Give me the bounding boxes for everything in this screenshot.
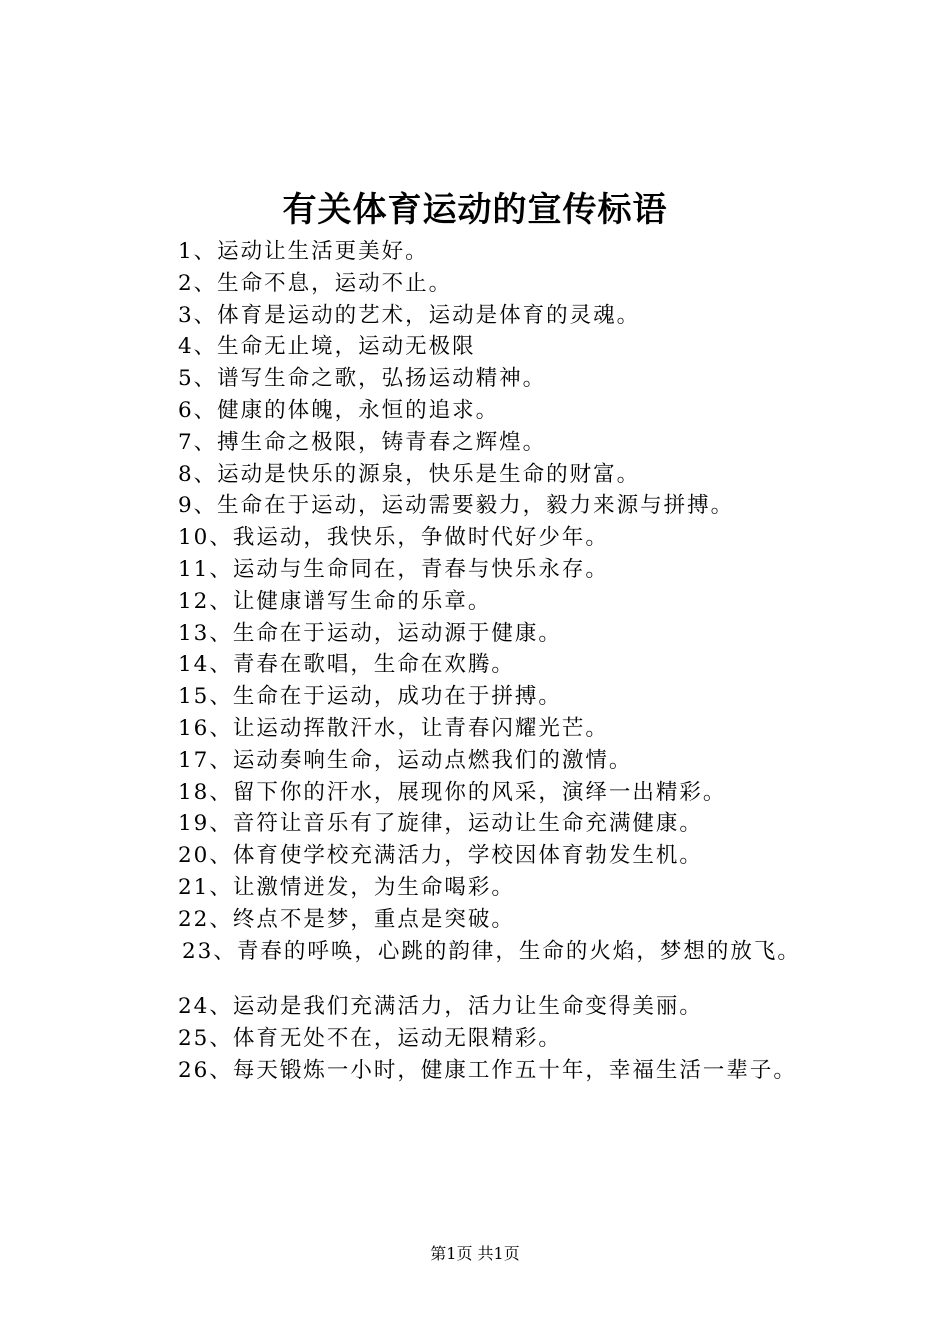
list-item: 13、生命在于运动，运动源于健康。 (178, 620, 562, 646)
list-item: 14、青春在歌唱，生命在欢腾。 (178, 652, 515, 678)
list-item: 2、生命不息，运动不止。 (178, 270, 453, 296)
page-footer: 第1页 共1页 (430, 1244, 520, 1263)
list-item: 19、音符让音乐有了旋律，运动让生命充满健康。 (178, 811, 703, 837)
page-title: 有关体育运动的宣传标语 (282, 190, 668, 230)
list-item: 8、运动是快乐的源泉，快乐是生命的财富。 (178, 461, 641, 487)
list-item: 21、让激情迸发，为生命喝彩。 (178, 874, 515, 900)
list-item: 3、体育是运动的艺术，运动是体育的灵魂。 (178, 302, 641, 328)
list-item: 24、运动是我们充满活力，活力让生命变得美丽。 (178, 994, 703, 1020)
list-item: 15、生命在于运动，成功在于拼搏。 (178, 684, 562, 710)
list-item: 9、生命在于运动，运动需要毅力，毅力来源与拼搏。 (178, 493, 735, 519)
list-item: 18、留下你的汗水，展现你的风采，演绎一出精彩。 (178, 779, 727, 805)
list-item: 7、搏生命之极限，铸青春之辉煌。 (178, 429, 547, 455)
list-item: 10、我运动，我快乐，争做时代好少年。 (178, 525, 609, 551)
list-item: 5、谱写生命之歌，弘扬运动精神。 (178, 366, 547, 392)
list-item: 20、体育使学校充满活力，学校因体育勃发生机。 (178, 843, 703, 869)
list-item: 25、体育无处不在，运动无限精彩。 (178, 1026, 562, 1052)
list-item: 23、青春的呼唤，心跳的韵律，生命的火焰，梦想的放飞。 (182, 938, 801, 964)
list-item: 6、健康的体魄，永恒的追求。 (178, 397, 500, 423)
list-item: 17、运动奏响生命，运动点燃我们的激情。 (178, 747, 633, 773)
list-item: 22、终点不是梦，重点是突破。 (178, 906, 515, 932)
list-item: 26、每天锻炼一小时，健康工作五十年，幸福生活一辈子。 (178, 1057, 797, 1083)
list-item: 4、生命无止境，运动无极限 (178, 334, 476, 360)
list-item: 12、让健康谱写生命的乐章。 (178, 588, 492, 614)
list-item: 16、让运动挥散汗水，让青春闪耀光芒。 (178, 715, 609, 741)
list-item: 1、运动让生活更美好。 (178, 239, 429, 264)
slogan-list (178, 236, 918, 1087)
list-item: 11、运动与生命同在，青春与快乐永存。 (178, 556, 609, 582)
